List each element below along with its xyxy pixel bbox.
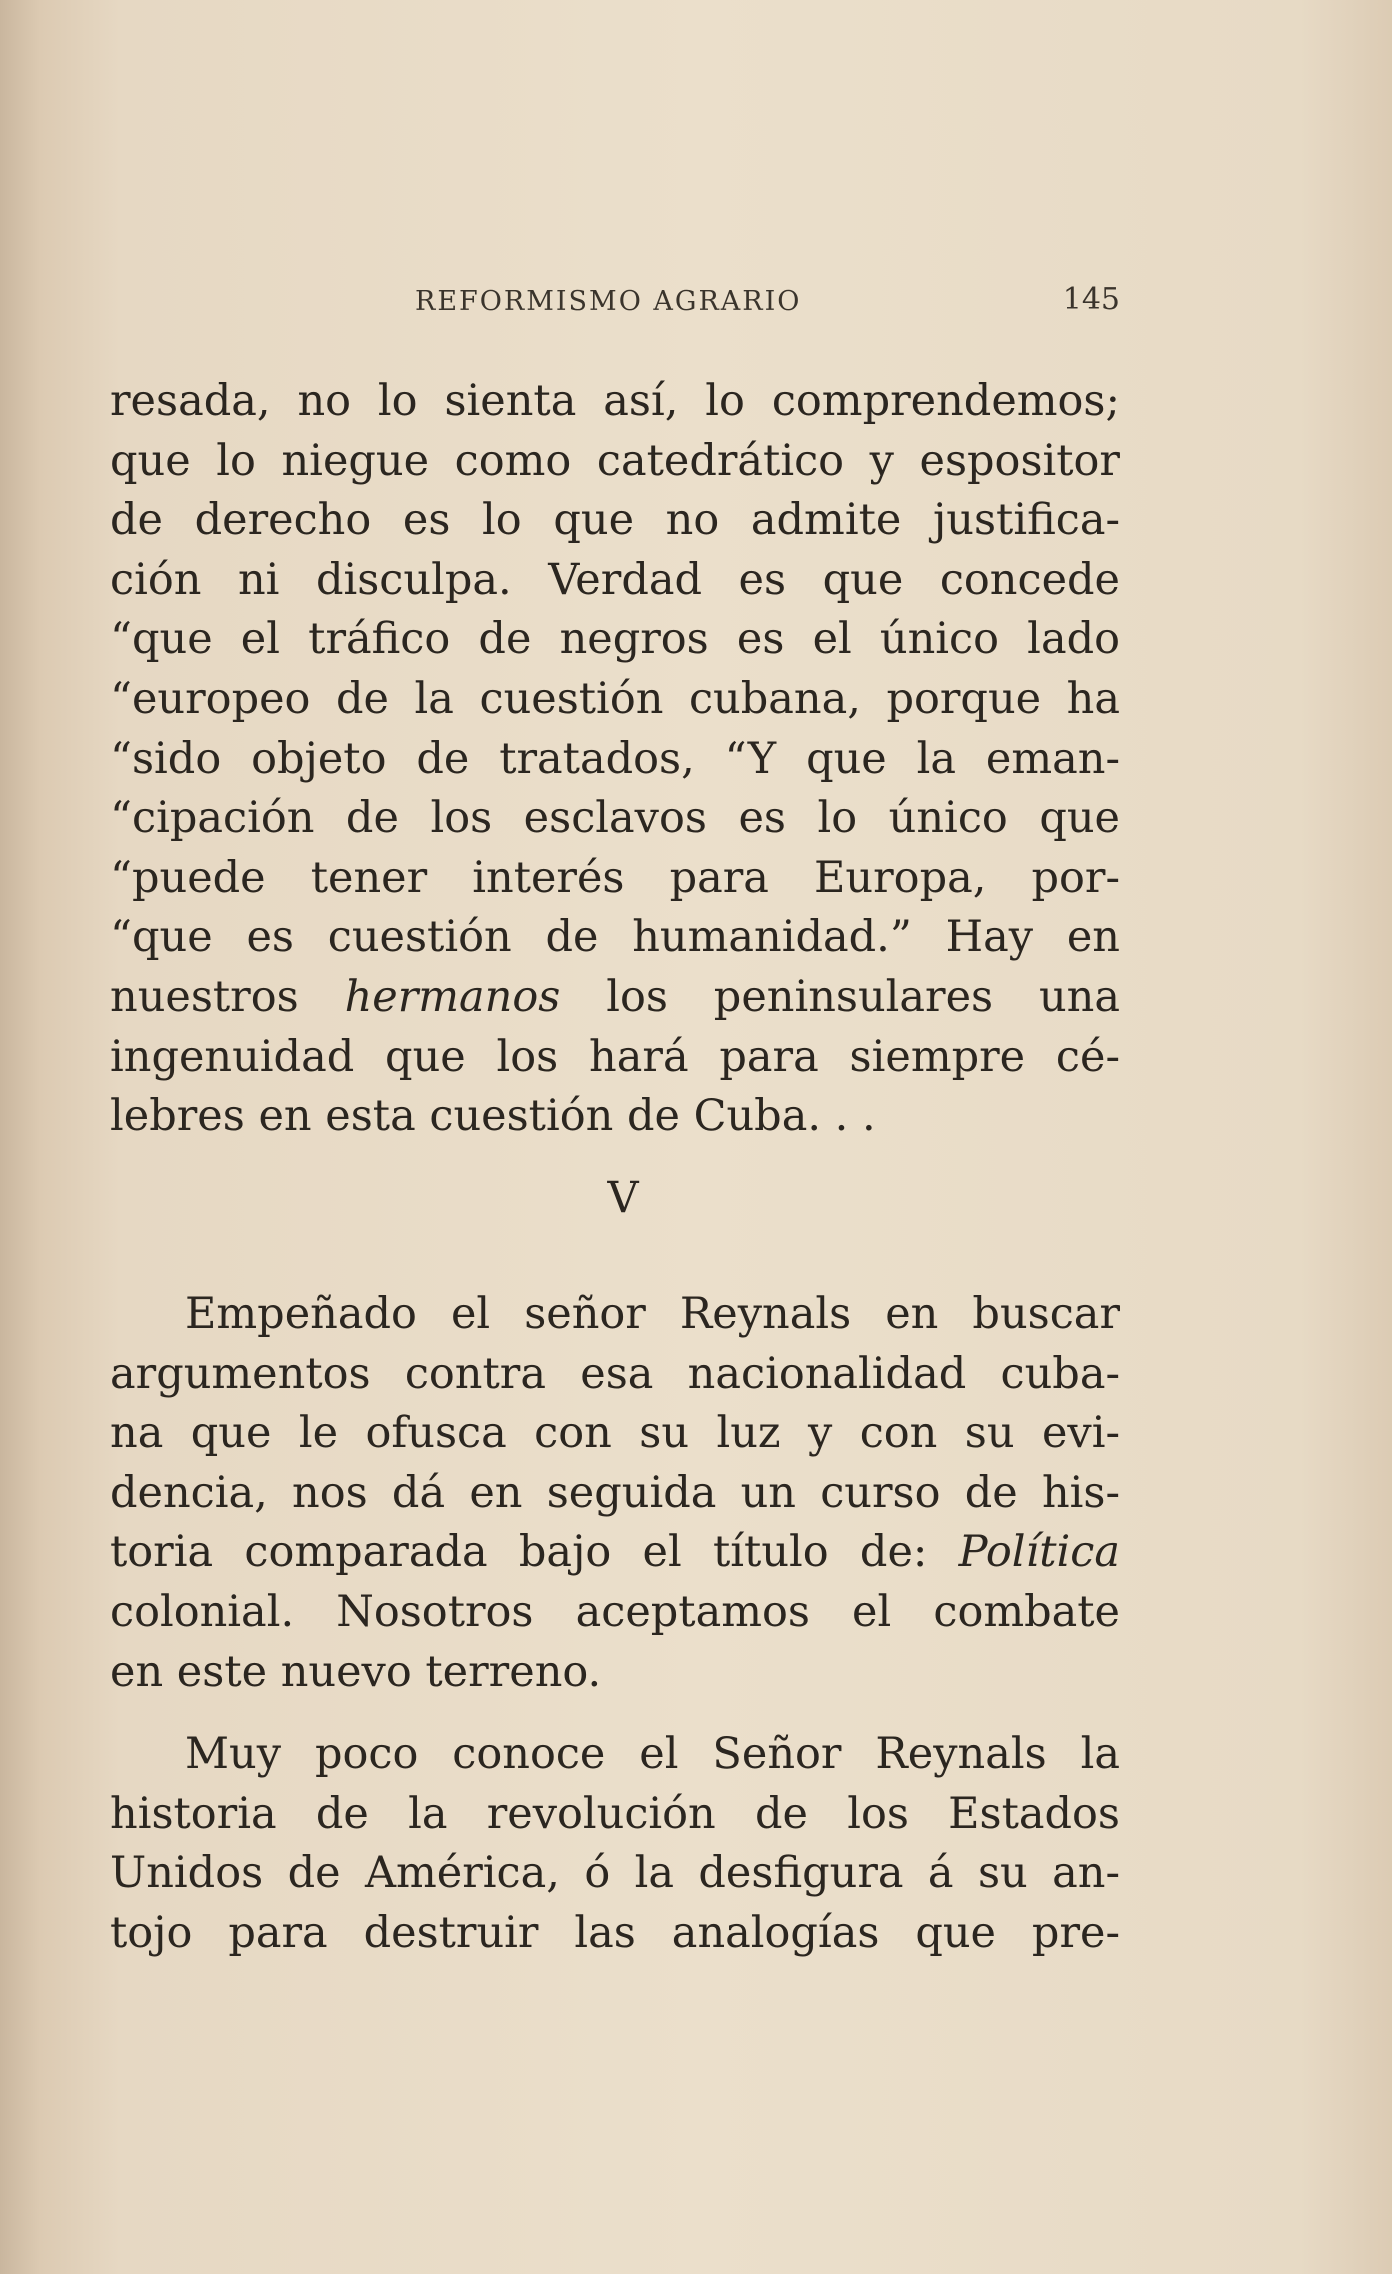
- text-line: de derecho es lo que no admite justifica-: [110, 495, 1120, 546]
- text-line: colonial. Nosotros aceptamos el combate: [110, 1586, 1120, 1637]
- paragraph-1: [110, 372, 1120, 1147]
- text-line: Empeñado el señor Reynals en buscar: [185, 1289, 1120, 1339]
- text-line: Unidos de América, ó la desfigura á su an-: [110, 1848, 1120, 1899]
- text-run: los peninsulares una: [606, 971, 1120, 1022]
- paragraph-2: [110, 1285, 1120, 1702]
- text-run: toria comparada bajo el título de:: [110, 1527, 928, 1578]
- text-line-with-italic: [110, 968, 1120, 1028]
- text-line: argumentos contra esa nacionalidad cuba-: [110, 1348, 1120, 1399]
- text-line: historia de la revolución de los Estados: [110, 1788, 1120, 1839]
- text-line: “puede tener interés para Europa, por-: [110, 852, 1120, 903]
- text-line: ción ni disculpa. Verdad es que concede: [110, 554, 1120, 605]
- text-line: Muy poco conoce el Señor Reynals la: [185, 1729, 1120, 1779]
- text-line: en este nuevo terreno.: [110, 1646, 602, 1697]
- page-number: 145: [1062, 282, 1120, 317]
- text-line: “cipación de los esclavos es lo único que: [110, 793, 1120, 844]
- text-line: que lo niegue como catedrático y espositor: [110, 435, 1120, 486]
- text-line: resada, no lo sienta así, lo comprendemos;: [110, 376, 1120, 426]
- text-line: dencia, nos dá en seguida un curso de his-: [110, 1467, 1120, 1518]
- text-line: lebres en esta cuestión de Cuba. . .: [110, 1091, 876, 1142]
- text-run: nuestros: [110, 971, 299, 1022]
- italic-word: Política: [958, 1527, 1120, 1578]
- italic-word: hermanos: [344, 971, 561, 1022]
- text-line: na que le ofusca con su luz y con su evi-: [110, 1408, 1120, 1459]
- text-line: “sido objeto de tratados, “Y que la eman-: [110, 733, 1120, 784]
- text-line: “que el tráfico de negros es el único lado: [110, 614, 1120, 665]
- text-line: “europeo de la cuestión cubana, porque ha: [110, 673, 1120, 724]
- text-line-with-italic: [110, 1523, 1120, 1583]
- paragraph-3: [110, 1725, 1120, 1963]
- text-line: tojo para destruir las analogías que pre-: [110, 1907, 1120, 1958]
- running-head: [110, 282, 1120, 322]
- text-line: “que es cuestión de humanidad.” Hay en: [110, 912, 1120, 963]
- running-title: REFORMISMO AGRARIO: [415, 286, 802, 317]
- section-heading: V: [607, 1173, 639, 1223]
- text-line: ingenuidad que los hará para siempre cé-: [110, 1031, 1120, 1082]
